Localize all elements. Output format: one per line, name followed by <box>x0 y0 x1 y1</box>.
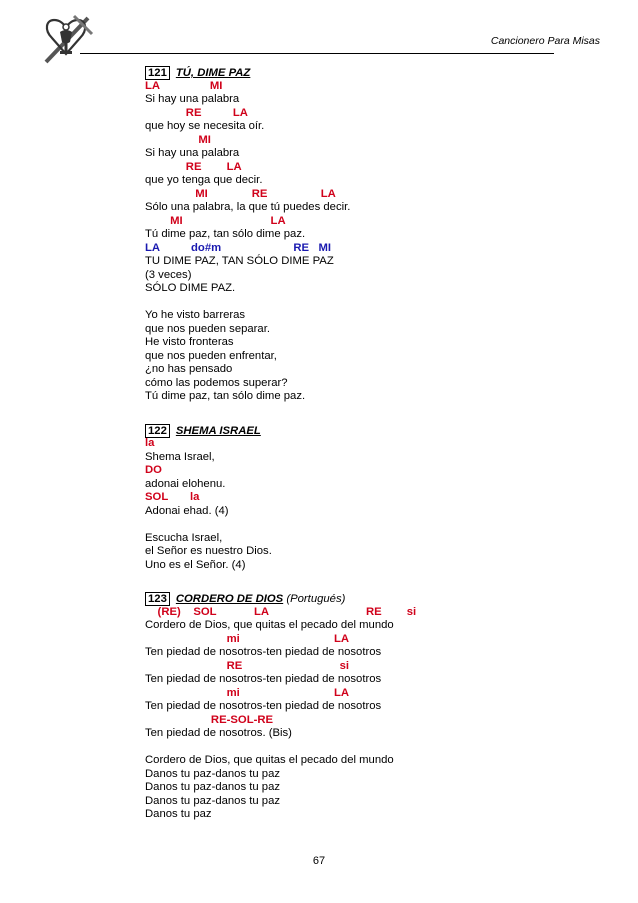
song-separator <box>145 404 605 424</box>
chord-line: MI LA <box>145 214 286 227</box>
chord-line: (RE) SOL LA RE si <box>145 605 417 618</box>
song-heading <box>145 66 605 80</box>
lyric-line: Ten piedad de nosotros. (Bis) <box>145 727 292 739</box>
lyric-line: Danos tu paz <box>145 808 212 820</box>
lyric-line: que hoy se necesita oír. <box>145 120 265 132</box>
songbook-page-content <box>145 66 605 822</box>
stanza-break <box>145 296 605 310</box>
chord-line: RE-SOL-RE <box>145 713 274 726</box>
lyric-line: Ten piedad de nosotros-ten piedad de nosotros <box>145 673 382 685</box>
song-title: SHEMA ISRAEL <box>175 424 261 437</box>
chord-line: RE si <box>145 659 350 672</box>
lyric-line: Danos tu paz-danos tu paz <box>145 767 281 780</box>
song-number: 121 <box>145 66 170 80</box>
song-subtitle: (Portugués) <box>283 593 346 605</box>
chord-line: MI RE LA <box>145 187 336 200</box>
lyric-line: Danos tu paz-danos tu paz <box>145 781 281 793</box>
book-title: Cancionero Para Misas <box>490 35 600 47</box>
chorus-chord-line: LA do#m RE MI <box>145 241 332 254</box>
stanza-break <box>145 518 605 532</box>
song-section <box>145 424 605 573</box>
stanza-break <box>145 741 605 755</box>
chord-line: RE LA <box>145 106 248 119</box>
song-number: 122 <box>145 424 170 438</box>
chord-line: LA MI <box>145 79 223 92</box>
page-number: 67 <box>312 855 326 867</box>
lyric-line: Yo he visto barreras <box>145 309 246 321</box>
lyric-line: Danos tu paz-danos tu paz <box>145 794 281 807</box>
chord-line: RE LA <box>145 160 242 173</box>
lyric-line: que yo tenga que decir. <box>145 174 263 186</box>
lyric-line: que nos pueden enfrentar, <box>145 349 277 362</box>
lyric-line: Tú dime paz, tan sólo dime paz. <box>145 228 306 240</box>
lyric-line: Shema Israel, <box>145 450 215 463</box>
header-divider <box>80 53 554 54</box>
song-heading <box>145 424 605 438</box>
lyric-line: Si hay una palabra <box>145 93 240 105</box>
chord-line: mi LA <box>145 632 350 645</box>
song-title: CORDERO DE DIOS <box>175 593 284 605</box>
lyric-line: (3 veces) <box>145 268 192 281</box>
song-separator <box>145 572 605 592</box>
chord-line: MI <box>145 133 211 146</box>
lyric-line: adonai elohenu. <box>145 477 226 490</box>
lyric-line: el Señor es nuestro Dios. <box>145 545 272 557</box>
chord-line: la <box>145 437 155 449</box>
lyric-line: Ten piedad de nosotros-ten piedad de nosotros <box>145 646 382 658</box>
lyric-line: SÓLO DIME PAZ. <box>145 282 236 294</box>
lyric-line: TU DIME PAZ, TAN SÓLO DIME PAZ <box>145 255 334 267</box>
lyric-line: que nos pueden separar. <box>145 322 270 335</box>
chalice-heart-logo-icon <box>40 14 98 68</box>
song-number: 123 <box>145 592 170 606</box>
lyric-line: Si hay una palabra <box>145 147 240 159</box>
song-section <box>145 592 605 822</box>
song-heading <box>145 592 605 606</box>
lyric-line: cómo las podemos superar? <box>145 376 288 389</box>
lyric-line: Escucha Israel, <box>145 531 223 544</box>
lyric-line: Tú dime paz, tan sólo dime paz. <box>145 390 306 402</box>
chord-line: mi LA <box>145 686 350 699</box>
song-title: TÚ, DIME PAZ <box>175 67 251 79</box>
lyric-line: Uno es el Señor. (4) <box>145 558 246 571</box>
chord-line: SOL la <box>145 491 200 503</box>
lyric-line: Adonai ehad. (4) <box>145 504 229 517</box>
lyric-line: ¿no has pensado <box>145 363 233 375</box>
song-section <box>145 66 605 404</box>
lyric-line: He visto fronteras <box>145 336 234 348</box>
chord-line: DO <box>145 464 162 476</box>
lyric-line: Sólo una palabra, la que tú puedes decir. <box>145 201 351 213</box>
lyric-line: Cordero de Dios, que quitas el pecado del mundo <box>145 619 394 631</box>
lyric-line: Cordero de Dios, que quitas el pecado del mundo <box>145 754 394 766</box>
lyric-line: Ten piedad de nosotros-ten piedad de nosotros <box>145 700 382 712</box>
